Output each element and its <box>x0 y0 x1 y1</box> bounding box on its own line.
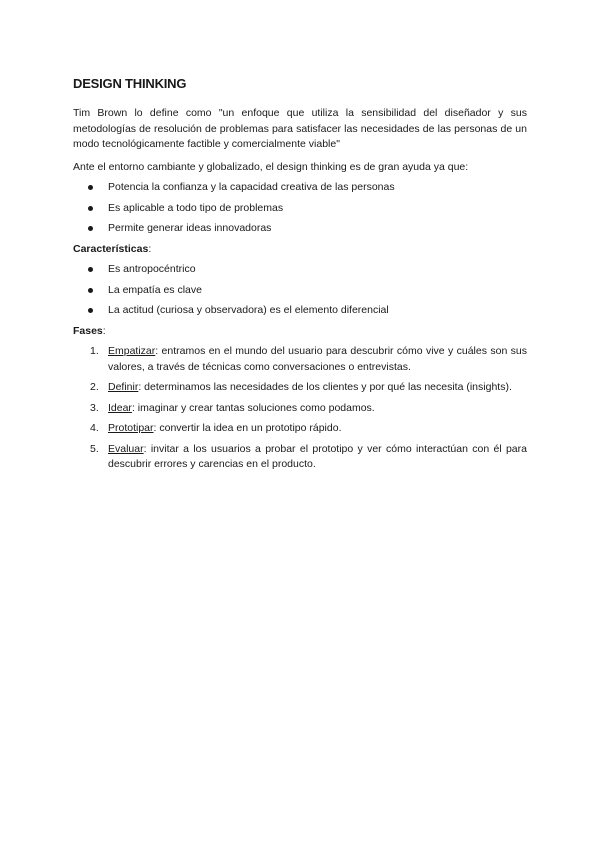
phase-number: 3. <box>90 401 99 414</box>
list-item-text: La actitud (curiosa y observadora) es el elemento diferencial <box>108 304 389 316</box>
phase-term: Evaluar <box>108 442 144 455</box>
phase-item <box>73 421 527 437</box>
bullet-icon <box>88 226 93 231</box>
list-item <box>73 221 527 237</box>
characteristics-label: Características <box>73 242 149 255</box>
phases-colon: : <box>102 324 106 337</box>
phase-item <box>73 344 527 375</box>
phase-term: Definir <box>108 381 139 393</box>
bullet-icon <box>88 206 93 211</box>
list-item <box>73 262 527 278</box>
context-paragraph: Ante el entorno cambiante y globalizado, el design thinking es de gran ayuda ya que: <box>73 160 469 173</box>
characteristics-colon: : <box>148 242 152 255</box>
phase-term: Empatizar <box>108 345 156 357</box>
list-item <box>73 283 527 299</box>
phase-term: Idear <box>108 401 132 414</box>
phase-number: 5. <box>90 442 99 455</box>
list-item <box>73 201 527 217</box>
phase-number: 1. <box>90 345 99 357</box>
phases-label: Fases <box>73 324 103 337</box>
document-page <box>73 76 527 478</box>
list-item <box>73 180 527 196</box>
phases-list <box>73 344 527 473</box>
phases-heading <box>73 324 527 340</box>
list-item-text: Permite generar ideas innovadoras <box>108 222 272 234</box>
list-item <box>73 303 527 319</box>
phase-number: 4. <box>90 422 99 434</box>
benefits-list <box>73 180 527 237</box>
phase-number: 2. <box>90 381 99 393</box>
phase-term: Prototipar <box>108 422 154 434</box>
phase-description: : entramos en el mundo del usuario para descubrir cómo vive y cuáles son sus valores, a través de técnicas como conversaciones o entrevistas. <box>108 345 527 373</box>
list-item-text: Potencia la confianza y la capacidad creativa de las personas <box>108 181 395 193</box>
phase-item <box>73 380 527 396</box>
phase-description: : invitar a los usuarios a probar el prototipo y ver cómo interactúan con él para descubrir errores y carencias en el producto. <box>108 442 527 470</box>
phase-description: : convertir la idea en un prototipo rápido. <box>153 422 342 434</box>
bullet-icon <box>88 185 93 190</box>
phase-item <box>73 442 527 473</box>
bullet-icon <box>88 288 93 293</box>
intro-paragraph: Tim Brown lo define como "un enfoque que utiliza la sensibilidad del diseñador y sus metodologías de resolución de problemas para satisfacer las necesidades de las personas de un modo tecnológicamente factible y comercialmente viable" <box>73 107 527 150</box>
bullet-icon <box>88 267 93 272</box>
phase-description: : determinamos las necesidades de los clientes y por qué las necesita (insights). <box>138 381 512 393</box>
phase-item <box>73 401 527 417</box>
bullet-icon <box>88 308 93 313</box>
characteristics-heading <box>73 242 527 258</box>
list-item-text: La empatía es clave <box>108 283 202 296</box>
list-item-text: Es antropocéntrico <box>108 263 196 275</box>
list-item-text: Es aplicable a todo tipo de problemas <box>108 201 284 214</box>
phase-description: : imaginar y crear tantas soluciones como podamos. <box>131 401 375 414</box>
characteristics-list <box>73 262 527 319</box>
document-title: DESIGN THINKING <box>73 76 187 91</box>
